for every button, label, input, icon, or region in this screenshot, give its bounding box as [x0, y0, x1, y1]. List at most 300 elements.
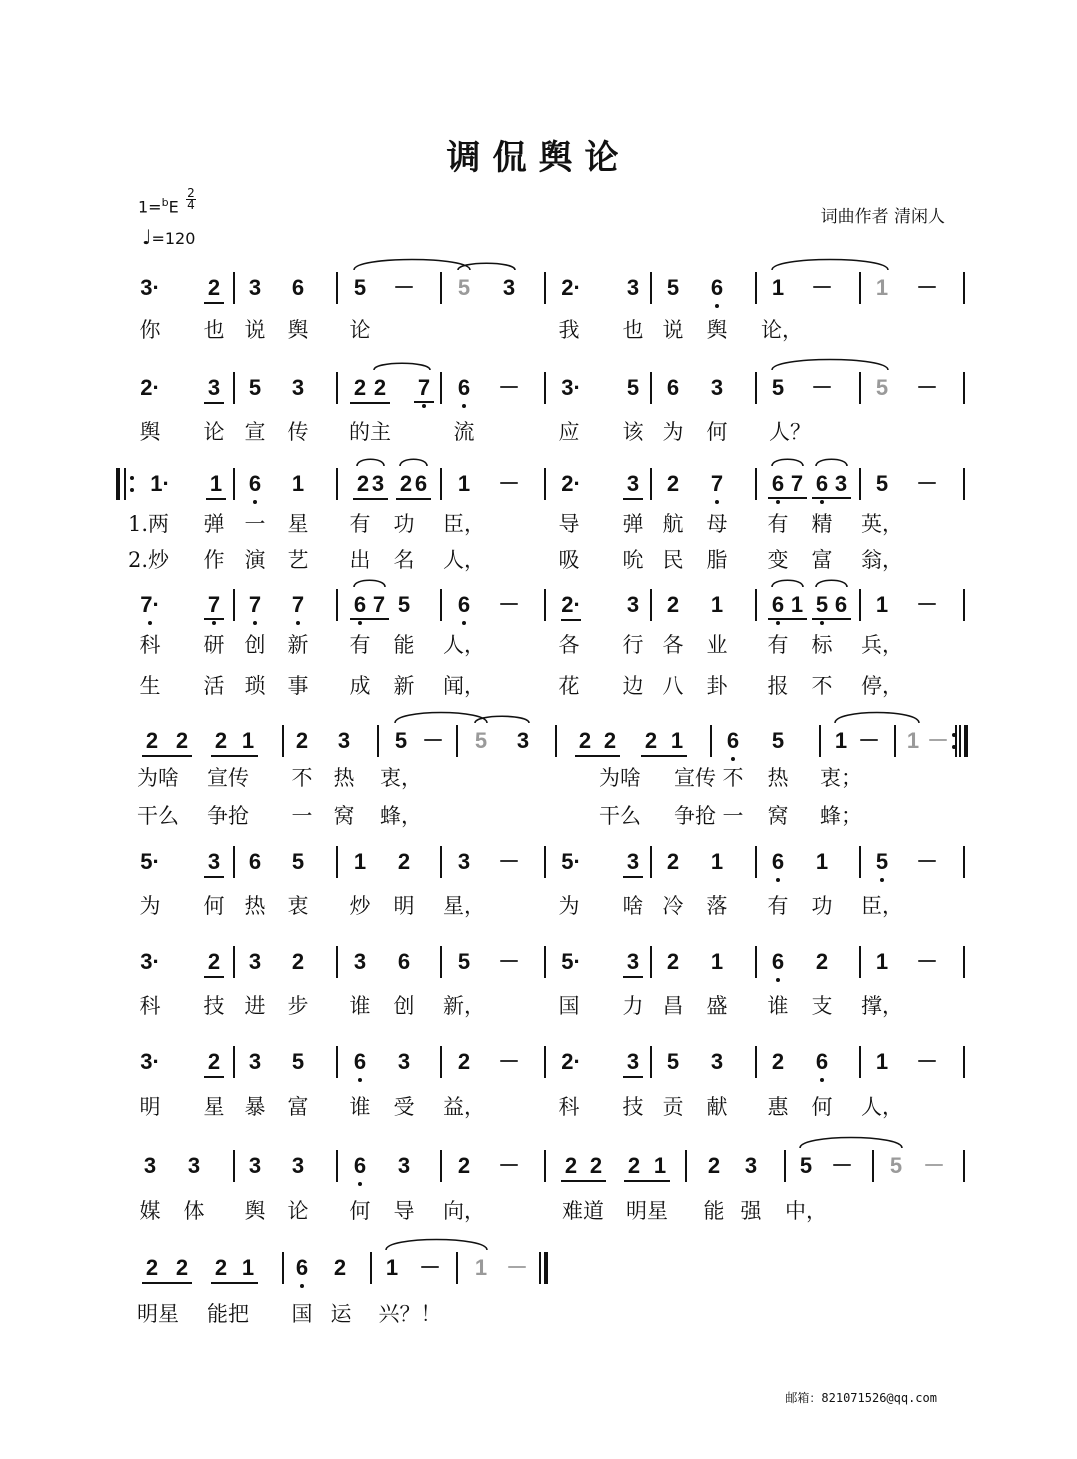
lyric-syllable: 新，: [443, 994, 485, 1018]
note: 3: [626, 592, 640, 617]
lyric-syllable: 能: [393, 633, 415, 657]
lyric-syllable: 不: [291, 766, 313, 790]
lyric-syllable: 支: [811, 994, 833, 1018]
note: 5: [666, 1049, 680, 1074]
bar-line: [859, 272, 861, 304]
beam-underline: [206, 498, 226, 500]
bar-line: [963, 846, 965, 878]
note: 5·: [561, 949, 581, 974]
lyric-syllable: 出: [349, 548, 371, 572]
lyric-syllable: 人，: [443, 548, 485, 572]
note: 5: [815, 592, 829, 617]
key-note: E: [168, 197, 179, 217]
note: 2: [666, 471, 680, 496]
note: 6: [710, 275, 724, 300]
note: 5: [799, 1153, 813, 1178]
bar-line: [650, 846, 652, 878]
beam-underline: [623, 976, 643, 978]
lyric-syllable: 科: [139, 633, 161, 657]
beam-underline: [623, 1076, 643, 1078]
beam-underline: [142, 755, 192, 757]
lyric-syllable: 争抢: [674, 804, 716, 828]
note: 3: [457, 849, 471, 874]
lyric-syllable: 暴: [244, 1095, 266, 1119]
bar-line: [440, 372, 442, 404]
lyric-syllable: 运: [330, 1302, 352, 1326]
note: 1: [875, 275, 889, 300]
lyric-syllable: 也: [203, 318, 225, 342]
lyric-syllable: 为: [662, 420, 684, 444]
lyric-syllable: 母: [706, 512, 728, 536]
beam-underline: [812, 618, 851, 620]
lyric-syllable: 国: [558, 994, 580, 1018]
lyric-syllable: 吸: [558, 548, 580, 572]
note: 1: [653, 1153, 667, 1178]
lyric-syllable: 功: [393, 512, 415, 536]
octave-dot-below: [776, 978, 780, 982]
note: 1: [834, 728, 848, 753]
note: 7·: [140, 592, 160, 617]
note: －: [915, 471, 939, 496]
beam-underline: [204, 302, 224, 304]
note: 3: [626, 1049, 640, 1074]
lyric-syllable: 何: [706, 420, 728, 444]
lyric-syllable: 英，: [861, 512, 903, 536]
note: 2: [457, 1153, 471, 1178]
note: 1: [906, 728, 920, 753]
lyric-syllable: 的主: [349, 420, 391, 444]
lyric-syllable: 科: [558, 1095, 580, 1119]
lyric-syllable: 花: [558, 674, 580, 698]
note: 1: [710, 849, 724, 874]
bar-line: [650, 372, 652, 404]
note: －: [915, 275, 939, 300]
bar-line: [755, 468, 757, 500]
lyric-syllable: 兴？！: [378, 1302, 442, 1326]
bar-line: [440, 1046, 442, 1078]
note: －: [497, 375, 521, 400]
bar-line: [336, 589, 338, 621]
note: 3: [834, 471, 848, 496]
lyric-syllable: 为啥: [137, 766, 179, 790]
note: 5: [291, 849, 305, 874]
note: 6: [248, 471, 262, 496]
key-signature: [138, 196, 179, 216]
beam-underline: [623, 876, 643, 878]
lyric-syllable: 弹: [622, 512, 644, 536]
note: 3: [710, 375, 724, 400]
lyric-syllable: 宣传: [207, 766, 249, 790]
note: 6: [815, 1049, 829, 1074]
slur-arc: [816, 580, 847, 587]
bar-line: [233, 468, 235, 500]
lyric-syllable: 富: [287, 1095, 309, 1119]
octave-dot-below: [296, 621, 300, 625]
bar-line: [872, 1150, 874, 1182]
lyric-syllable: 创: [244, 633, 266, 657]
lyric-syllable: 说: [662, 318, 684, 342]
lyric-syllable: 撑，: [861, 994, 903, 1018]
note: 6: [457, 592, 471, 617]
note: 3: [626, 949, 640, 974]
note: 2: [397, 849, 411, 874]
note: 2: [333, 1255, 347, 1280]
lyric-syllable: 卦: [706, 674, 728, 698]
note: 1: [790, 592, 804, 617]
note: 6: [248, 849, 262, 874]
note: 5: [889, 1153, 903, 1178]
lyric-syllable: 富: [811, 548, 833, 572]
bar-line: [336, 468, 338, 500]
lyric-syllable: 闻，: [443, 674, 485, 698]
note: 2: [207, 275, 221, 300]
song-title: 调侃舆论: [446, 138, 631, 178]
bar-line: [336, 946, 338, 978]
slur-arc: [800, 1138, 902, 1149]
lyric-syllable: 边: [622, 674, 644, 698]
note: 2·: [561, 275, 581, 300]
note: 3: [626, 849, 640, 874]
lyric-syllable: 明星: [626, 1199, 668, 1223]
note: 2: [145, 1255, 159, 1280]
bar-line: [336, 272, 338, 304]
note: 3: [248, 275, 262, 300]
note: 2: [603, 728, 617, 753]
bar-line: [336, 1150, 338, 1182]
bar-line: [377, 725, 379, 757]
lyric-syllable: 何: [811, 1095, 833, 1119]
bar-line: [544, 846, 546, 878]
beam-underline: [812, 497, 851, 499]
slur-arc: [772, 459, 803, 466]
note: 3: [371, 471, 385, 496]
note: 1: [710, 949, 724, 974]
lyric-syllable: 进: [244, 994, 266, 1018]
bar-line: [440, 1150, 442, 1182]
repeat-dot: [952, 745, 956, 749]
lyric-syllable: 谁: [349, 1095, 371, 1119]
bar-line: [456, 725, 458, 757]
octave-dot-below: [880, 878, 884, 882]
lyric-syllable: 惠: [767, 1095, 789, 1119]
beam-underline: [350, 402, 390, 404]
lyric-syllable: 何: [203, 894, 225, 918]
note: 7: [248, 592, 262, 617]
beam-underline: [350, 618, 389, 620]
slur-arc: [354, 580, 385, 587]
note: 1: [875, 1049, 889, 1074]
octave-dot-below: [358, 1078, 362, 1082]
note: －: [926, 728, 950, 753]
bar-line: [963, 272, 965, 304]
repeat-start-thick: [116, 468, 120, 500]
lyric-syllable: 人，: [861, 1095, 903, 1119]
lyric-syllable: 蜂；: [820, 804, 862, 828]
lyric-syllable: 不: [811, 674, 833, 698]
bar-line: [963, 468, 965, 500]
bar-line: [859, 1046, 861, 1078]
lyric-syllable: 翁，: [861, 548, 903, 572]
bar-line: [440, 589, 442, 621]
lyric-syllable: 琐: [244, 674, 266, 698]
lyric-syllable: 争抢: [207, 804, 249, 828]
tempo-mark: [142, 225, 195, 249]
note: 3: [143, 1153, 157, 1178]
note: 3·: [140, 949, 160, 974]
lyric-syllable: 导: [393, 1199, 415, 1223]
note: 7: [291, 592, 305, 617]
bar-line: [963, 1150, 965, 1182]
note: 2: [666, 592, 680, 617]
octave-dot-below: [212, 621, 216, 625]
note: －: [857, 728, 881, 753]
lyric-syllable: 精: [811, 512, 833, 536]
note: 2·: [140, 375, 160, 400]
lyric-syllable: 标: [811, 633, 833, 657]
lyric-syllable: 向，: [443, 1199, 485, 1223]
lyric-syllable: 有: [767, 894, 789, 918]
note: 2: [214, 728, 228, 753]
lyric-syllable: 献: [706, 1095, 728, 1119]
lyric-syllable: 何: [349, 1199, 371, 1223]
bar-line: [859, 372, 861, 404]
note: 6: [457, 375, 471, 400]
note: －: [505, 1255, 529, 1280]
note: 2: [771, 1049, 785, 1074]
bar-line: [456, 1252, 458, 1284]
lyric-syllable: 导: [558, 512, 580, 536]
bar-line: [710, 725, 712, 757]
contact-email: 邮箱：821071526@qq.com: [785, 1391, 937, 1405]
note: 6: [353, 592, 367, 617]
beam-underline: [142, 1282, 192, 1284]
note: 3: [187, 1153, 201, 1178]
octave-dot-below: [731, 757, 735, 761]
bar-line: [859, 946, 861, 978]
note: 1: [710, 592, 724, 617]
note: 2: [207, 1049, 221, 1074]
bar-line: [544, 1046, 546, 1078]
lyric-syllable: 一: [291, 804, 313, 828]
lyric-syllable: 流: [453, 420, 475, 444]
note: 5: [457, 949, 471, 974]
lyric-syllable: 为: [139, 894, 161, 918]
note: －: [497, 949, 521, 974]
lyric-syllable: 蜂，: [380, 804, 422, 828]
bar-line: [963, 372, 965, 404]
octave-dot-below: [820, 621, 824, 625]
note: －: [915, 949, 939, 974]
note: 1: [353, 849, 367, 874]
note: －: [915, 849, 939, 874]
bar-line: [440, 272, 442, 304]
lyric-syllable: 生: [139, 674, 161, 698]
beam-underline: [641, 755, 687, 757]
lyric-syllable: 各: [662, 633, 684, 657]
note: 6: [295, 1255, 309, 1280]
note: 3: [337, 728, 351, 753]
lyric-syllable: 人？: [769, 420, 811, 444]
note: －: [922, 1153, 946, 1178]
note: 5: [875, 849, 889, 874]
octave-dot-below: [462, 404, 466, 408]
lyric-syllable: 步: [287, 994, 309, 1018]
lyric-syllable: 演: [244, 548, 266, 572]
bar-line: [282, 725, 284, 757]
note: 5: [626, 375, 640, 400]
octave-dot-below: [820, 1078, 824, 1082]
note: 3: [502, 275, 516, 300]
note: 2: [666, 949, 680, 974]
lyric-syllable: 有: [349, 512, 371, 536]
lyric-syllable: 传: [287, 420, 309, 444]
lyric-syllable: 你: [139, 318, 161, 342]
beam-underline: [768, 497, 807, 499]
slur-arc: [816, 459, 847, 466]
lyric-syllable: 昌: [662, 994, 684, 1018]
note: 2: [145, 728, 159, 753]
note: 3: [291, 375, 305, 400]
note: 6: [414, 471, 428, 496]
note: 2·: [561, 592, 581, 617]
note: 1: [209, 471, 223, 496]
note: 2: [207, 949, 221, 974]
note: 1: [241, 1255, 255, 1280]
bar-line: [544, 589, 546, 621]
note: －: [915, 375, 939, 400]
lyric-syllable: 八: [662, 674, 684, 698]
note: 3: [626, 471, 640, 496]
note: 2: [564, 1153, 578, 1178]
note: 6: [771, 949, 785, 974]
slur-arc: [374, 363, 430, 370]
lyric-syllable: 热: [244, 894, 266, 918]
final-bar-thin: [539, 1252, 541, 1284]
beam-underline: [204, 1076, 224, 1078]
note: －: [830, 1153, 854, 1178]
lyric-syllable: 谁: [767, 994, 789, 1018]
slur-arc: [772, 260, 888, 271]
note: 5: [248, 375, 262, 400]
lyric-syllable: 为: [558, 894, 580, 918]
lyric-syllable: 难道: [562, 1199, 604, 1223]
lyric-syllable: 窝: [767, 804, 789, 828]
bar-line: [336, 1046, 338, 1078]
note: 5: [875, 471, 889, 496]
note: 6: [291, 275, 305, 300]
lyric-syllable: 明: [139, 1095, 161, 1119]
note: 3: [626, 275, 640, 300]
lyric-syllable: 吮: [622, 548, 644, 572]
bar-line: [544, 468, 546, 500]
bar-line: [755, 1046, 757, 1078]
note: 1: [291, 471, 305, 496]
slur-arc: [458, 263, 515, 270]
note: 2: [644, 728, 658, 753]
repeat-end-thin: [959, 725, 961, 757]
lyric-syllable: 技: [622, 1095, 644, 1119]
note: 3·: [561, 375, 581, 400]
octave-dot-below: [358, 1182, 362, 1186]
lyric-syllable: 技: [203, 994, 225, 1018]
slur-arc: [400, 459, 427, 466]
bar-line: [755, 946, 757, 978]
lyric-syllable: 臣，: [861, 894, 903, 918]
lyric-syllable: 有: [767, 633, 789, 657]
note: 6: [726, 728, 740, 753]
quarter-note-icon: ♩: [142, 225, 152, 249]
note: 6: [666, 375, 680, 400]
lyric-syllable: 星，: [443, 894, 485, 918]
slur-arc: [772, 580, 803, 587]
bar-line: [685, 1150, 687, 1182]
note: 6: [834, 592, 848, 617]
note: 5: [397, 592, 411, 617]
lyric-syllable: 创: [393, 994, 415, 1018]
slur-arc: [835, 713, 919, 724]
note: 1: [474, 1255, 488, 1280]
repeat-dot: [952, 733, 956, 737]
note: 3: [248, 1153, 262, 1178]
note: 1: [241, 728, 255, 753]
note: 6: [771, 471, 785, 496]
bar-line: [370, 1252, 372, 1284]
note: －: [418, 1255, 442, 1280]
lyric-syllable: 舆: [287, 318, 309, 342]
lyric-syllable: 论，: [761, 318, 803, 342]
bar-line: [233, 589, 235, 621]
bar-line: [336, 846, 338, 878]
note: 2: [399, 471, 413, 496]
note: 1: [815, 849, 829, 874]
lyric-syllable: 业: [706, 633, 728, 657]
lyric-syllable: 舆: [244, 1199, 266, 1223]
lyric-syllable: 名: [393, 548, 415, 572]
bar-line: [544, 272, 546, 304]
lyric-syllable: 应: [558, 420, 580, 444]
lyric-syllable: 航: [662, 512, 684, 536]
bar-line: [784, 1150, 786, 1182]
note: 1: [385, 1255, 399, 1280]
key-prefix: 1=: [138, 197, 162, 217]
note: 2: [175, 1255, 189, 1280]
note: －: [497, 1049, 521, 1074]
lyric-syllable: 衷，: [380, 766, 422, 790]
note: 5: [771, 728, 785, 753]
note: 5: [457, 275, 471, 300]
repeat-end-thick: [964, 725, 968, 757]
lyric-syllable: 星: [287, 512, 309, 536]
octave-dot-below: [776, 621, 780, 625]
note: 3: [710, 1049, 724, 1074]
note: －: [810, 275, 834, 300]
note: 2: [457, 1049, 471, 1074]
bar-line: [544, 1150, 546, 1182]
lyric-syllable: 功: [811, 894, 833, 918]
note: 5: [875, 375, 889, 400]
tempo-value: =120: [151, 229, 196, 248]
beam-underline: [211, 1282, 258, 1284]
beam-underline: [624, 1180, 670, 1182]
note: －: [497, 592, 521, 617]
lyric-syllable: 舆: [706, 318, 728, 342]
octave-dot-below: [422, 404, 426, 408]
bar-line: [233, 272, 235, 304]
octave-dot-below: [300, 1284, 304, 1288]
note: 3·: [140, 275, 160, 300]
lyric-syllable: 热: [333, 766, 355, 790]
lyric-syllable: 受: [393, 1095, 415, 1119]
